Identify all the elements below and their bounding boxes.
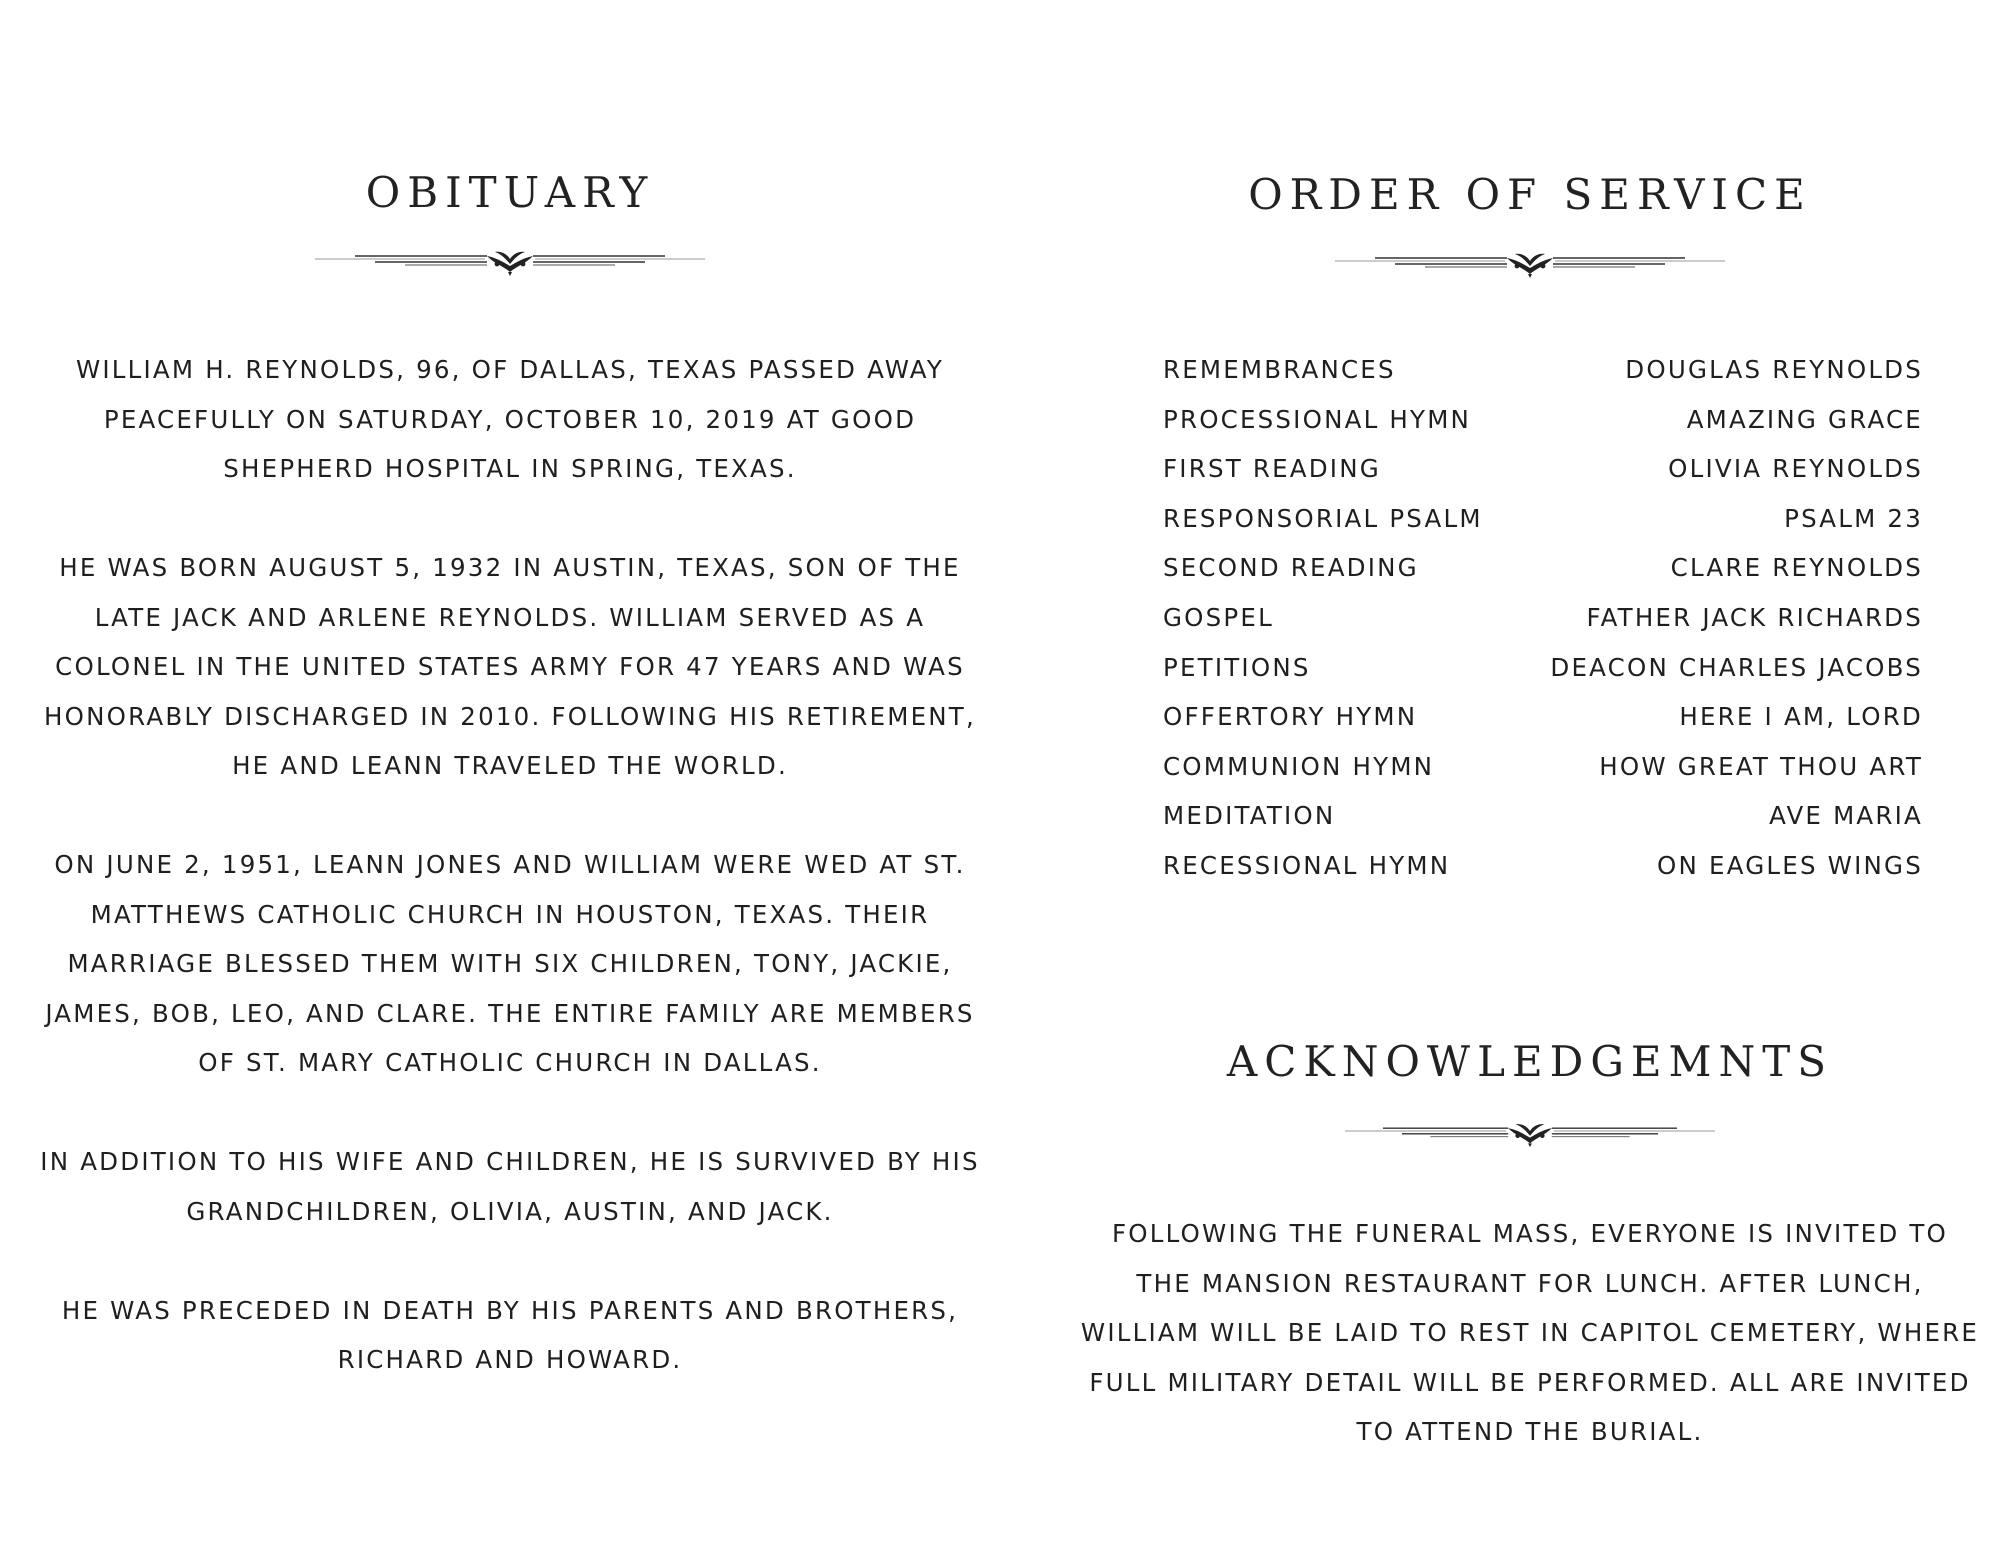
service-part: MEDITATION [1163,801,1336,831]
service-row [1163,643,1923,693]
service-program-list [1163,345,1923,891]
service-part: GOSPEL [1163,602,1274,632]
service-detail: HOW GREAT THOU ART [1599,751,1923,781]
order-of-service-heading: ORDER OF SERVICE [1248,170,1812,219]
service-row [1163,692,1923,742]
service-part: RESPONSORIAL PSALM [1163,503,1483,533]
acknowledgements-paragraph: FOLLOWING THE FUNERAL MASS, EVERYONE IS INVITED TO THE MANSION RESTAURANT FOR LUNCH. AFTER LUNCH, WILLIAM WILL BE LAID TO REST IN CAPITOL CEMETERY, WHERE FULL MILITARY DETAIL WILL BE PERFORMED. ALL ARE INVITED TO ATTEND THE BURIAL. [1080,1219,1980,1446]
service-detail: FATHER JACK RICHARDS [1586,602,1923,632]
service-part: REMEMBRANCES [1163,355,1396,384]
obituary-paragraph: ON JUNE 2, 1951, LEANN JONES AND WILLIAM WERE WED AT ST. MATTHEWS CATHOLIC CHURCH IN HOUSTON, TEXAS. THEIR MARRIAGE BLESSED THEM WITH SIX CHILDREN, TONY, JACKIE, JAMES, BOB, LEO, AND CLARE. THE ENTIRE FAMILY ARE MEMBERS OF ST. MARY CATHOLIC CHURCH IN DALLAS. [45,850,975,1077]
service-row [1163,791,1923,841]
service-part: PETITIONS [1163,652,1311,682]
service-row [1163,444,1923,494]
obituary-section [40,0,980,1545]
ornamental-divider-icon [1335,244,1725,278]
service-row [1163,345,1923,395]
obituary-paragraph: WILLIAM H. REYNOLDS, 96, OF DALLAS, TEXAS PASSED AWAY PEACEFULLY ON SATURDAY, OCTOBER 10, 2019 AT GOOD SHEPHERD HOSPITAL IN SPRING, TEXAS. [75,355,945,483]
obituary-paragraph: HE WAS BORN AUGUST 5, 1932 IN AUSTIN, TEXAS, SON OF THE LATE JACK AND ARLENE REYNOLDS. WILLIAM SERVED AS A COLONEL IN THE UNITED STATES ARMY FOR 47 YEARS AND WAS HONORABLY DISCHARGED IN 2010. FOLLOWING HIS RETIREMENT, HE AND LEANN TRAVELED THE WORLD. [44,553,976,780]
service-part: OFFERTORY HYMN [1163,702,1418,732]
service-part: FIRST READING [1163,454,1381,484]
service-detail: OLIVIA REYNOLDS [1668,454,1923,484]
obituary-paragraph: HE WAS PRECEDED IN DEATH BY HIS PARENTS AND BROTHERS, RICHARD AND HOWARD. [61,1295,959,1374]
service-row [1163,742,1923,792]
service-detail: DOUGLAS REYNOLDS [1625,355,1923,384]
service-part: COMMUNION HYMN [1163,751,1435,781]
service-detail: AMAZING GRACE [1686,404,1923,434]
service-row [1163,494,1923,544]
service-detail: PSALM 23 [1784,503,1923,533]
service-detail: CLARE REYNOLDS [1670,553,1923,583]
ornamental-divider-icon [1345,1114,1715,1148]
service-part: SECOND READING [1163,553,1419,583]
acknowledgements-heading: ACKNOWLEDGEMNTS [1226,1037,1834,1086]
service-detail: DEACON CHARLES JACOBS [1550,652,1923,682]
service-part: RECESSIONAL HYMN [1163,850,1451,880]
obituary-paragraph: IN ADDITION TO HIS WIFE AND CHILDREN, HE IS SURVIVED BY HIS GRANDCHILDREN, OLIVIA, AUSTIN, AND JACK. [40,1147,980,1226]
service-detail: AVE MARIA [1769,801,1923,831]
service-row [1163,841,1923,891]
service-row [1163,543,1923,593]
service-detail: ON EAGLES WINGS [1657,850,1923,880]
service-part: PROCESSIONAL HYMN [1163,404,1472,434]
obituary-heading: OBITUARY [365,168,655,217]
service-row [1163,395,1923,445]
service-detail: HERE I AM, LORD [1679,702,1923,732]
service-row [1163,593,1923,643]
obituary-body [40,345,980,1434]
order-of-service-section [1080,0,1980,1545]
ornamental-divider-icon [315,242,705,276]
